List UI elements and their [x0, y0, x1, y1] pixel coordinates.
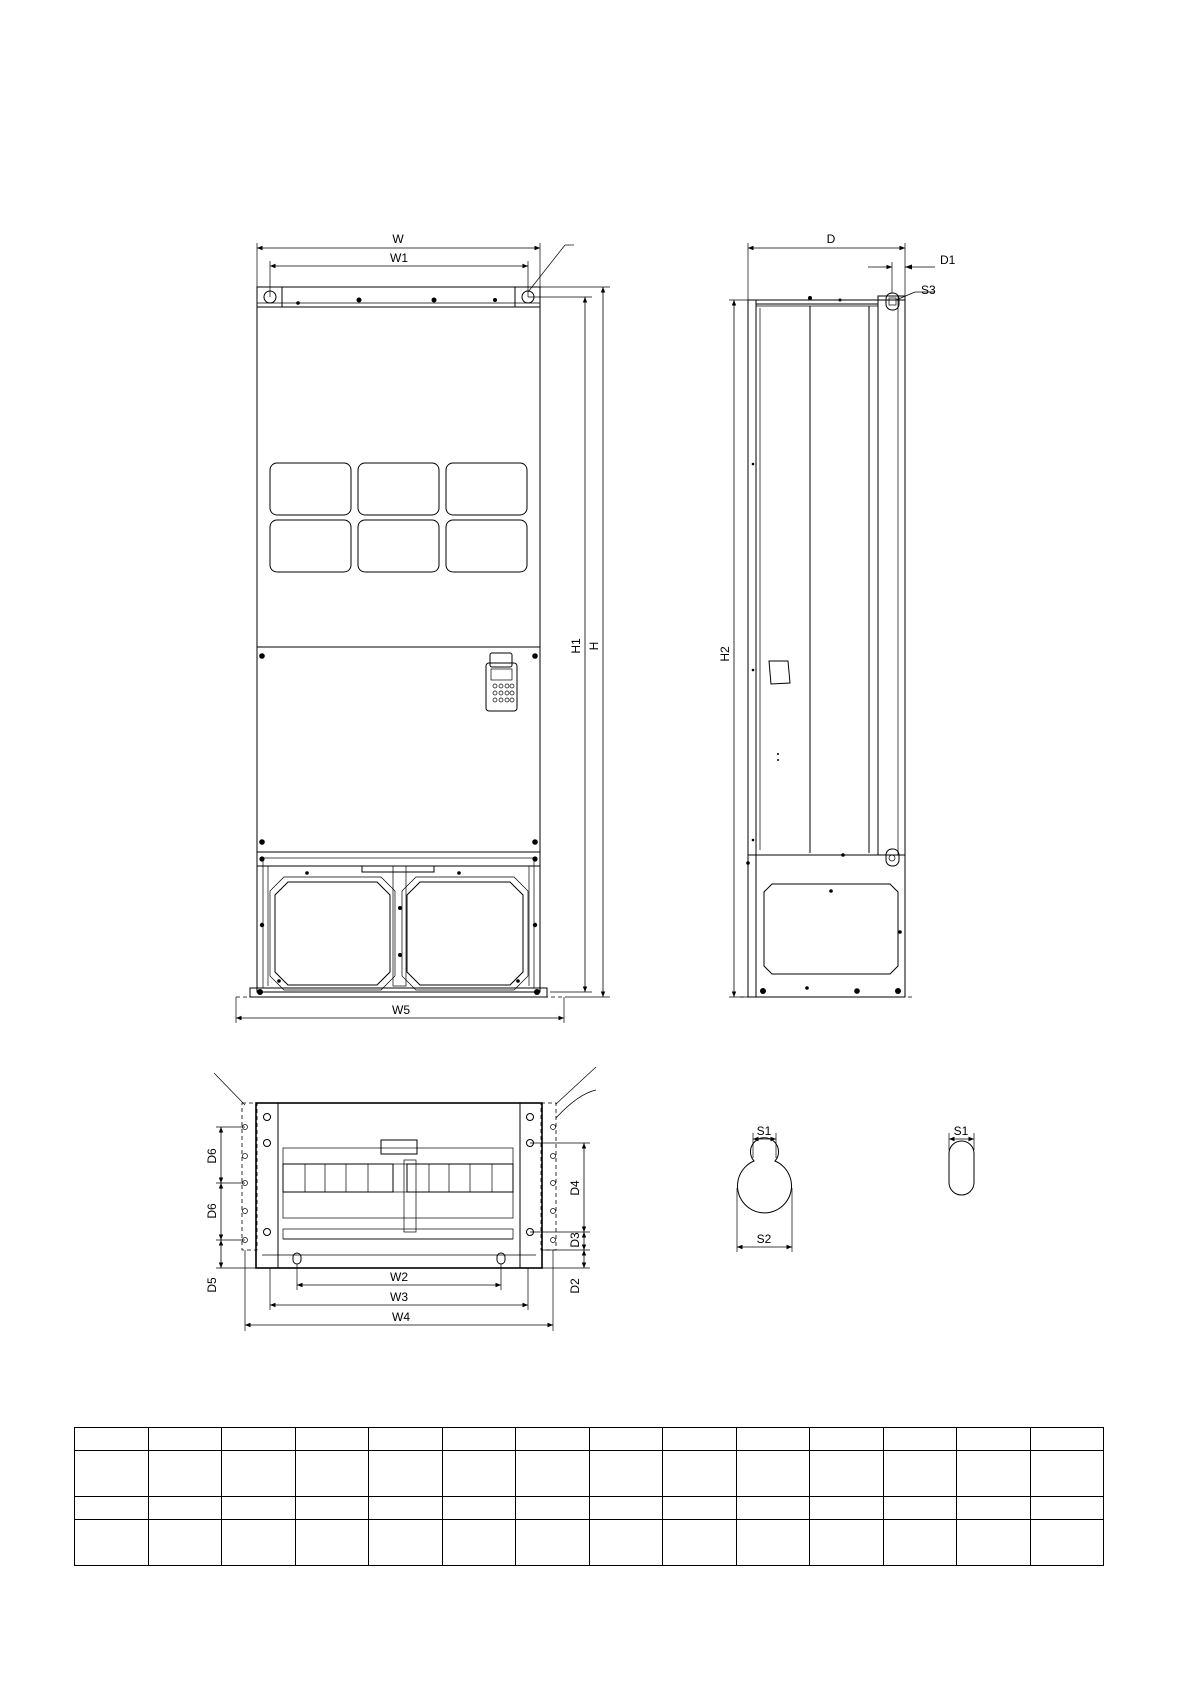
table-cell — [516, 1497, 590, 1520]
slot-s1-label: S1 — [953, 1124, 969, 1138]
dim-w2-label: W2 — [390, 1270, 408, 1284]
dim-w4-label: W4 — [392, 1310, 410, 1324]
table-cell — [736, 1520, 810, 1566]
dim-h1-label: H1 — [569, 638, 583, 654]
table-cell — [810, 1497, 884, 1520]
table-cell — [1030, 1520, 1104, 1566]
dim-d2-label: D2 — [568, 1278, 582, 1294]
table-cell — [75, 1451, 149, 1497]
table-row — [75, 1520, 1104, 1566]
table-cell — [810, 1520, 884, 1566]
table-cell — [516, 1451, 590, 1497]
table-cell — [222, 1520, 296, 1566]
table-cell — [883, 1497, 957, 1520]
table-cell — [589, 1451, 663, 1497]
table-cell — [295, 1451, 369, 1497]
keyhole-s1-label: S1 — [756, 1124, 772, 1138]
dim-s3-label: S3 — [921, 283, 936, 297]
dim-w3-label: W3 — [390, 1290, 408, 1304]
dim-d4-label: D4 — [568, 1180, 582, 1196]
table-cell — [295, 1520, 369, 1566]
table-cell — [516, 1428, 590, 1451]
table-cell — [75, 1520, 149, 1566]
table-cell — [75, 1497, 149, 1520]
dim-h-label: H — [587, 641, 601, 651]
table-cell — [222, 1428, 296, 1451]
table-cell — [663, 1451, 737, 1497]
table-cell — [1030, 1497, 1104, 1520]
table-cell — [442, 1428, 516, 1451]
bottom-view — [205, 1067, 596, 1331]
table-cell — [883, 1520, 957, 1566]
dim-d6-upper-label: D6 — [205, 1148, 219, 1164]
table-row — [75, 1497, 1104, 1520]
table-cell — [736, 1497, 810, 1520]
table-cell — [516, 1520, 590, 1566]
table-cell — [736, 1428, 810, 1451]
side-view — [718, 232, 956, 997]
dim-d6-lower-label: D6 — [205, 1203, 219, 1219]
dim-d5-label: D5 — [205, 1277, 219, 1293]
dimension-table — [74, 1427, 1104, 1566]
front-view — [236, 232, 610, 1023]
table-cell — [148, 1451, 222, 1497]
table-cell — [810, 1428, 884, 1451]
table-cell — [369, 1520, 443, 1566]
table-cell — [295, 1428, 369, 1451]
table-cell — [369, 1451, 443, 1497]
slot-detail — [949, 1124, 974, 1195]
table-cell — [222, 1497, 296, 1520]
table-cell — [369, 1497, 443, 1520]
table-cell — [663, 1428, 737, 1451]
table-cell — [442, 1451, 516, 1497]
table-cell — [957, 1428, 1031, 1451]
keyhole-s2-label: S2 — [756, 1232, 772, 1246]
table-cell — [957, 1451, 1031, 1497]
table-cell — [148, 1520, 222, 1566]
dim-w-label: W — [392, 232, 404, 246]
table-cell — [442, 1497, 516, 1520]
table-cell — [883, 1428, 957, 1451]
table-cell — [589, 1428, 663, 1451]
table-cell — [736, 1451, 810, 1497]
keyhole-detail — [737, 1124, 792, 1252]
table-cell — [222, 1451, 296, 1497]
table-cell — [75, 1428, 149, 1451]
table-cell — [810, 1451, 884, 1497]
dim-d1-label: D1 — [940, 253, 956, 267]
table-cell — [663, 1497, 737, 1520]
dim-d-label: D — [826, 232, 836, 246]
table-cell — [883, 1451, 957, 1497]
table-cell — [369, 1428, 443, 1451]
table-cell — [589, 1520, 663, 1566]
table-cell — [1030, 1428, 1104, 1451]
table-cell — [589, 1497, 663, 1520]
table-cell — [148, 1497, 222, 1520]
table-cell — [663, 1520, 737, 1566]
dim-w5-label: W5 — [392, 1003, 410, 1017]
table-cell — [148, 1428, 222, 1451]
table-row — [75, 1428, 1104, 1451]
dim-h2-label: H2 — [718, 646, 732, 662]
table-row — [75, 1451, 1104, 1497]
table-cell — [442, 1520, 516, 1566]
table-cell — [1030, 1451, 1104, 1497]
dim-d3-label: D3 — [568, 1232, 582, 1248]
table-cell — [957, 1520, 1031, 1566]
table-cell — [295, 1497, 369, 1520]
dim-w1-label: W1 — [390, 251, 408, 265]
table-cell — [957, 1497, 1031, 1520]
